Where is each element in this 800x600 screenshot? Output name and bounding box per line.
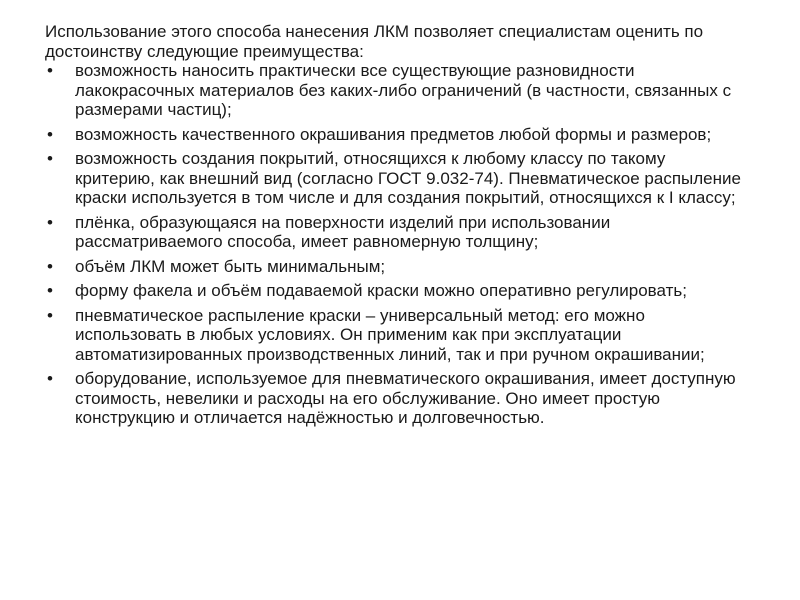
bullet-icon: • [47,281,53,300]
list-item-text: возможность создания покрытий, относящихся к любому классу по такому критерию, как внешний вид (согласно ГОСТ 9.032-74). Пневматическое распыление краски используется в том числе и для создания покрытий, относящихся к I классу; [75,149,741,207]
list-item [45,281,745,301]
list-item [45,61,745,120]
bullet-icon: • [47,369,53,388]
list-item-text: возможность качественного окрашивания предметов любой формы и размеров; [75,124,712,144]
list-item [45,125,745,145]
list-item-text: форму факела и объём подаваемой краски можно оперативно регулировать; [75,281,687,300]
advantages-list [45,61,745,428]
list-item-text: плёнка, образующаяся на поверхности изделий при использовании рассматриваемого способа, имеет равномерную толщину; [75,212,611,251]
list-item [45,213,745,252]
intro-paragraph: Использование этого способа нанесения ЛКМ позволяет специалистам оценить по достоинству следующие преимущества: [45,22,704,61]
list-item-text: оборудование, используемое для пневматического окрашивания, имеет доступную стоимость, невелики и расходы на его обслуживание. Оно имеет простую конструкцию и отличается надёжностью и долговечностью. [75,369,736,427]
list-item [45,369,745,428]
bullet-icon: • [47,61,53,80]
list-item-text: пневматическое распыление краски – универсальный метод: его можно использовать в любых условиях. Он применим как при эксплуатации автоматизированных производственных линий, так и при ручном окрашивании; [75,305,705,364]
list-item [45,257,745,277]
list-item [45,149,745,208]
bullet-icon: • [47,149,53,168]
text-body [45,22,745,433]
bullet-icon: • [47,124,53,144]
bullet-icon: • [47,305,53,325]
list-item-text: объём ЛКМ может быть минимальным; [75,256,386,276]
list-item [45,306,745,365]
bullet-icon: • [47,212,53,232]
bullet-icon: • [47,256,53,276]
list-item-text: возможность наносить практически все существующие разновидности лакокрасочных материалов без каких-либо ограничений (в частности, связанных с размерами частиц); [75,61,732,119]
